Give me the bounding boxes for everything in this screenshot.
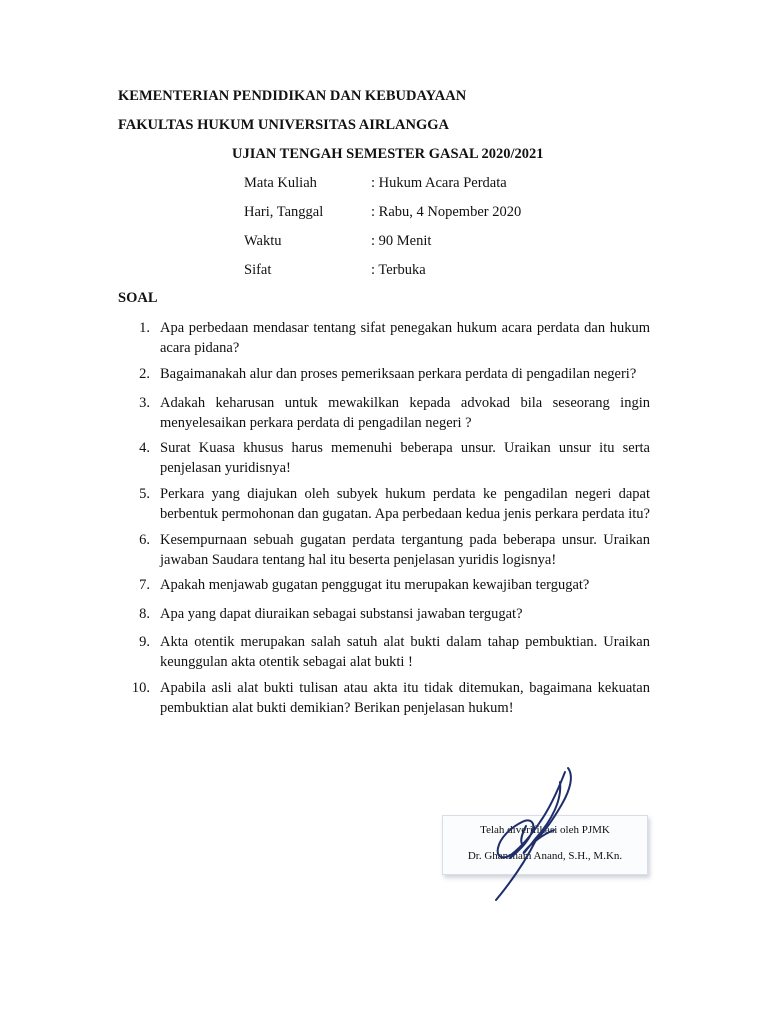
verifier-name: Dr. Ghansham Anand, S.H., M.Kn. [467,850,623,862]
question-number: 6. [139,532,150,548]
info-row-duration [244,233,431,250]
question-text: Apakah menjawab gugatan penggugat itu merupakan kewajiban tergugat? [160,577,590,593]
info-row-course [244,175,507,192]
question-number: 8. [139,606,150,622]
question-text: Akta otentik merupakan salah satuh alat bukti dalam tahap pembuktian. Uraikan keunggulan akta otentik sebagai alat bukti ! [160,634,650,670]
verification-line: Telah diverifikasi oleh PJMK [480,824,610,836]
info-row-nature [244,262,426,279]
question-text: Perkara yang diajukan oleh subyek hukum perdata ke pengadilan negeri dapat berbentuk permohonan dan gugatan. Apa perbedaan kedua jenis perkara perdata itu? [160,486,650,522]
question-number: 10. [131,680,150,696]
info-row-date [244,204,521,221]
section-title: SOAL [118,290,158,306]
faculty-heading: FAKULTAS HUKUM UNIVERSITAS AIRLANGGA [118,117,450,133]
question-number: 5. [139,486,150,502]
question-number: 2. [139,366,150,382]
question-text: Kesempurnaan sebuah gugatan perdata tergantung pada beberapa unsur. Uraikan jawaban Saudara tentang hal itu beserta penjelasan yuridis logisnya! [160,532,650,568]
info-value: : Hukum Acara Perdata [371,175,507,191]
question-text: Apabila asli alat bukti tulisan atau akta itu tidak ditemukan, bagaimana kekuatan pembuktian alat bukti demikian? Berikan penjelasan hukum! [160,680,650,716]
question-number: 1. [139,320,150,336]
question-text: Adakah keharusan untuk mewakilkan kepada advokad bila seseorang ingin menyelesaikan perkara perdata di pengadilan negeri ? [160,395,650,431]
info-value: : Terbuka [371,262,426,278]
question-text: Bagaimanakah alur dan proses pemeriksaan perkara perdata di pengadilan negeri? [160,366,637,382]
question-number: 9. [139,634,150,650]
question-text: Apa yang dapat diuraikan sebagai substansi jawaban tergugat? [160,606,523,622]
question-number: 3. [139,395,150,411]
exam-title: UJIAN TENGAH SEMESTER GASAL 2020/2021 [232,146,544,162]
info-label: Hari, Tanggal [244,204,324,220]
ministry-heading: KEMENTERIAN PENDIDIKAN DAN KEBUDAYAAN [118,88,467,104]
info-value: : Rabu, 4 Nopember 2020 [371,204,522,220]
question-number: 7. [139,577,150,593]
question-number: 4. [139,440,150,456]
question-text: Apa perbedaan mendasar tentang sifat penegakan hukum acara perdata dan hukum acara pidana? [160,320,650,356]
info-value: : 90 Menit [371,233,432,249]
question-text: Surat Kuasa khusus harus memenuhi beberapa unsur. Uraikan unsur itu serta penjelasan yuridisnya! [160,440,650,476]
info-label: Sifat [244,262,272,278]
info-label: Mata Kuliah [244,175,317,191]
info-label: Waktu [244,233,282,249]
signature-icon [470,760,600,905]
